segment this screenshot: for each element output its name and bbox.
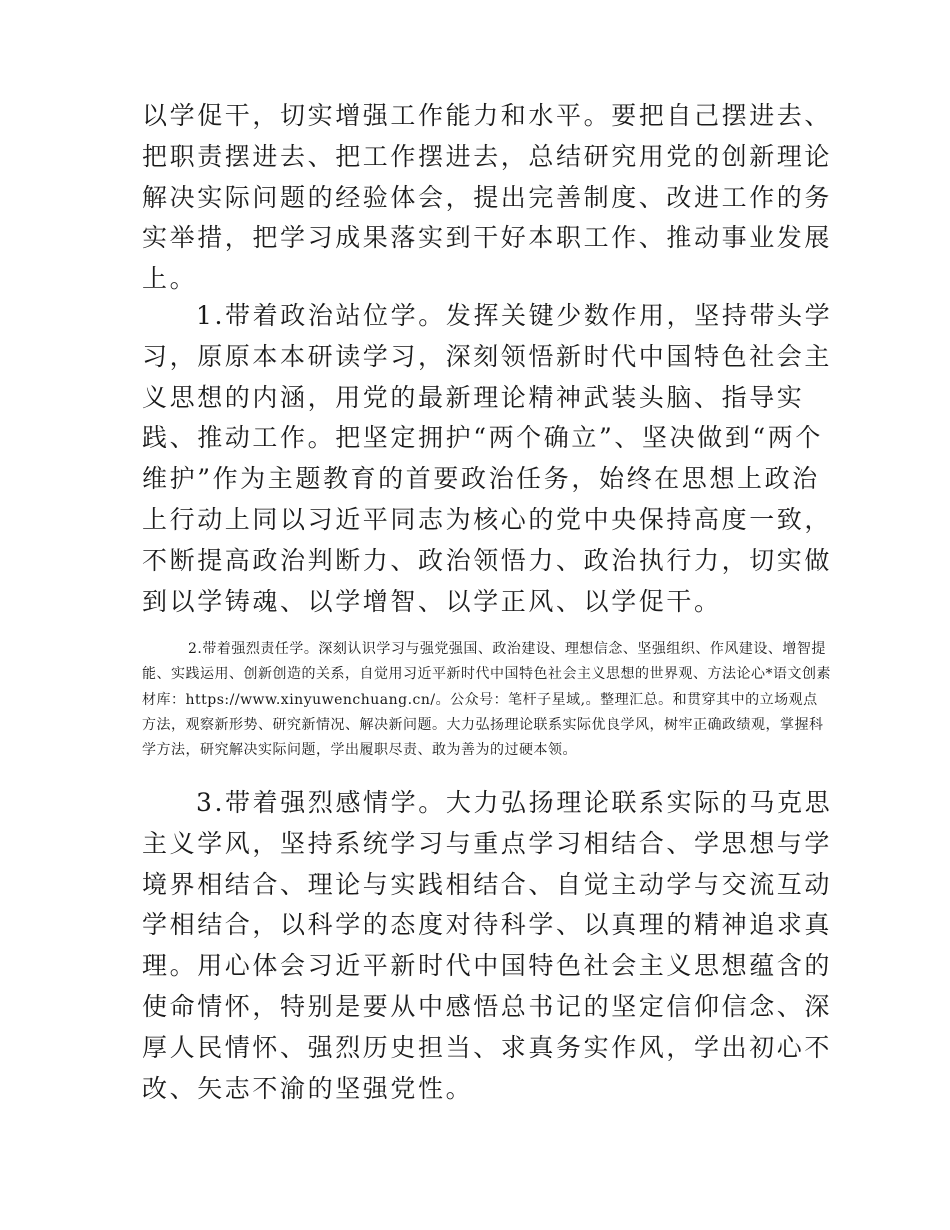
paragraph-item-2: 2.带着强烈责任学。深刻认识学习与强党强国、政治建设、理想信念、坚强组织、作风建设、增智提能、实践运用、创新创造的关系，自觉用习近平新时代中国特色社会主义思想的世界观、方法论心*语文创素材库：https://www.xinyuwenchuang.cn/。公众号：笔杆子星域,。整理汇总。和贯穿其中的立场观点方法，观察新形势、研究新情况、解决新问题。大力弘扬理论联系实际优良学风，树牢正确政绩观，掌握科学方法，研究解决实际问题，学出履职尽责、敢为善为的过硬本领。 [142,641,831,759]
paragraph-item-1: 1.带着政治站位学。发挥关键少数作用，坚持带头学习，原原本本研读学习，深刻领悟新时代中国特色社会主义思想的内涵，用党的最新理论精神武装头脑、指导实践、推动工作。把坚定拥护“两个确立”、坚决做到“两个维护”作为主题教育的首要政治任务，始终在思想上政治上行动上同以习近平同志为核心的党中央保持高度一致，不断提高政治判断力、政治领悟力、政治执行力，切实做到以学铸魂、以学增智、以学正风、以学促干。 [142,301,833,616]
paragraph-continuation: 以学促干，切实增强工作能力和水平。要把自己摆进去、把职责摆进去、把工作摆进去，总结研究用党的创新理论解决实际问题的经验体会，提出完善制度、改进工作的务实举措，把学习成果落实到干好本职工作、推动事业发展上。 [142,101,833,294]
paragraph-item-3: 3.带着强烈感情学。大力弘扬理论联系实际的马克思主义学风，坚持系统学习与重点学习相结合、学思想与学境界相结合、理论与实践相结合、自觉主动学与交流互动学相结合，以科学的态度对待科学、以真理的精神追求真理。用心体会习近平新时代中国特色社会主义思想蕴含的使命情怀，特别是要从中感悟总书记的坚定信仰信念、深厚人民情怀、强烈历史担当、求真务实作风，学出初心不改、矢志不渝的坚强党性。 [142,788,833,1103]
